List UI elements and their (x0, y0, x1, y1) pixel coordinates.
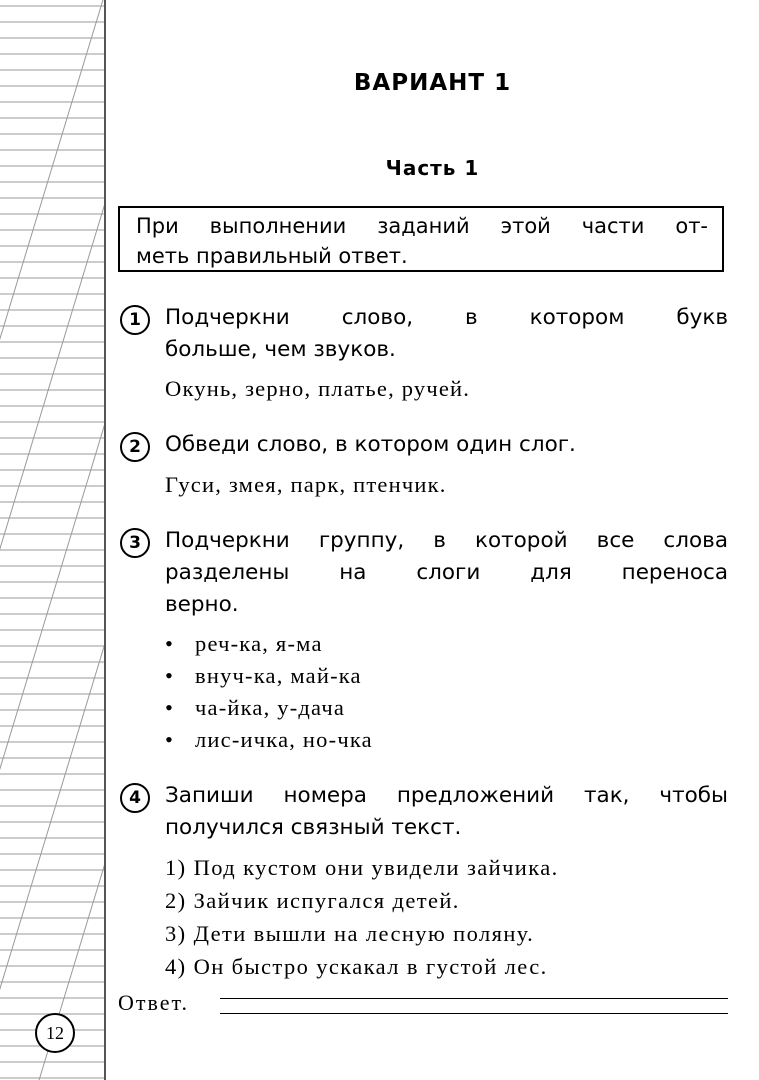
option-text: ча-йка, у-дача (195, 695, 346, 720)
task-4-prompt (165, 780, 728, 844)
part-title: Часть 1 (385, 156, 480, 180)
task-3-options (165, 628, 373, 756)
page-number: 12 (35, 1013, 75, 1053)
prompt-line: Обведи слово, в котором один слог. (165, 432, 576, 457)
task-2-prompt (165, 429, 728, 461)
prompt-line: больше, чем звуков. (165, 337, 396, 362)
prompt-line: верно. (165, 592, 239, 617)
instruction-line: При выполнении заданий этой части от- (136, 214, 708, 238)
task-number-badge: 1 (120, 305, 150, 335)
bullet-icon: • (165, 663, 175, 688)
prompt-line: Подчеркни группу, в которой все слова (165, 528, 728, 553)
task-number-badge: 4 (120, 783, 150, 813)
answer-line[interactable] (220, 1013, 728, 1014)
prompt-line: Подчеркни слово, в котором букв (165, 305, 728, 330)
option-text: реч-ка, я-ма (195, 631, 323, 656)
prompt-line: Запиши номера предложений так, чтобы (165, 783, 728, 808)
sentence-item: 1) Под кустом они увидели зайчика. (165, 855, 559, 880)
task-number-badge: 3 (120, 528, 150, 558)
option-item[interactable] (165, 724, 373, 756)
bullet-icon: • (165, 631, 175, 656)
sentence-item: 2) Зайчик испугался детей. (165, 888, 460, 913)
prompt-line: получился связный текст. (165, 815, 462, 840)
ruled-margin (0, 0, 106, 1080)
task-1-prompt (165, 302, 728, 366)
bullet-icon: • (165, 727, 175, 752)
answer-label: Ответ. (118, 990, 189, 1015)
sentence-item: 3) Дети вышли на лесную поляну. (165, 921, 535, 946)
option-text: лис-ичка, но-чка (195, 727, 373, 752)
answer-line[interactable] (220, 998, 728, 999)
task-1-words[interactable]: Окунь, зерно, платье, ручей. (165, 376, 471, 401)
option-item[interactable] (165, 628, 373, 660)
task-number-badge: 2 (120, 432, 150, 462)
task-2-words[interactable]: Гуси, змея, парк, птенчик. (165, 472, 447, 497)
option-item[interactable] (165, 692, 373, 724)
prompt-line: разделены на слоги для переноса (165, 560, 728, 585)
task-3-prompt (165, 525, 728, 621)
bullet-icon: • (165, 695, 175, 720)
option-text: внуч-ка, май-ка (195, 663, 362, 688)
task-4-sentences (165, 851, 559, 983)
instruction-box (118, 206, 724, 272)
sentence-item: 4) Он быстро ускакал в густой лес. (165, 954, 548, 979)
instruction-line: меть правильный ответ. (136, 244, 408, 268)
variant-title: ВАРИАНТ 1 (353, 70, 512, 96)
margin-ruling (0, 0, 106, 1080)
option-item[interactable] (165, 660, 373, 692)
